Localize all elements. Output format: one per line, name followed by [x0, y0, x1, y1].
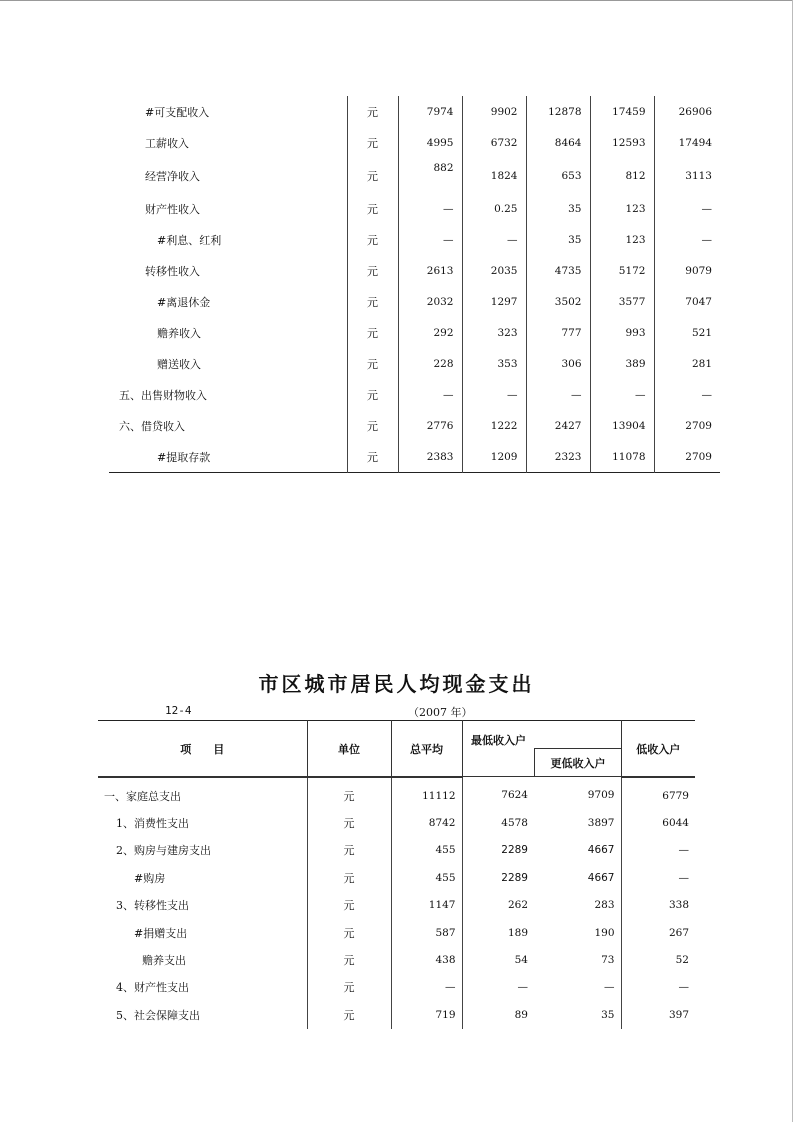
value-cell: 4735	[526, 255, 590, 286]
table-row	[98, 919, 695, 946]
value-cell: 2289	[501, 844, 528, 857]
value-cell: 283	[534, 892, 621, 919]
table-row	[109, 441, 720, 473]
value-cell: 3113	[685, 169, 712, 182]
value-cell: 587	[391, 919, 462, 946]
unit-cell: 元	[347, 158, 398, 193]
table-row	[98, 974, 695, 1001]
header-low-income: 低收入户	[621, 721, 695, 778]
value-cell: 11078	[590, 441, 654, 473]
table-row	[109, 317, 720, 348]
value-cell: —	[526, 379, 590, 410]
unit-cell: 元	[347, 286, 398, 317]
value-cell: 17459	[590, 96, 654, 127]
value-cell: 438	[391, 946, 462, 973]
value-cell: 993	[590, 317, 654, 348]
value-cell: —	[678, 871, 689, 884]
value-cell: 2289	[501, 871, 528, 884]
value-cell: 262	[507, 899, 528, 912]
unit-cell: 元	[307, 946, 391, 973]
value-cell: 73	[534, 946, 621, 973]
row-label: #离退休金	[109, 286, 347, 317]
value-cell: 0.25	[462, 193, 526, 224]
value-cell: 455	[391, 864, 462, 891]
row-label: #提取存款	[109, 441, 347, 473]
value-cell: 9079	[685, 264, 712, 277]
row-label: 赡养收入	[109, 317, 347, 348]
unit-cell: 元	[307, 778, 391, 810]
value-cell: 35	[526, 224, 590, 255]
unit-cell: 元	[307, 864, 391, 891]
table-row	[109, 193, 720, 224]
unit-cell: 元	[307, 919, 391, 946]
table-year: （2007 年）	[408, 706, 473, 719]
table-row	[98, 1001, 695, 1028]
value-cell: 4995	[398, 127, 462, 158]
value-cell: 13904	[590, 410, 654, 441]
unit-cell: 元	[347, 317, 398, 348]
value-cell: 190	[534, 919, 621, 946]
value-cell: 5172	[590, 255, 654, 286]
value-cell: 35	[526, 193, 590, 224]
value-cell: —	[398, 224, 462, 255]
header-lower-income	[534, 748, 621, 776]
value-cell: 2776	[398, 410, 462, 441]
value-cell: 89	[514, 1008, 528, 1021]
table-row	[109, 224, 720, 255]
value-cell: 123	[590, 193, 654, 224]
unit-cell: 元	[307, 837, 391, 864]
row-label: 赡养支出	[98, 946, 307, 973]
value-cell: 7974	[398, 96, 462, 127]
value-cell: 54	[514, 954, 528, 967]
table-row	[109, 410, 720, 441]
value-cell: 52	[675, 954, 689, 967]
value-cell: 9902	[462, 96, 526, 127]
value-cell: 353	[462, 348, 526, 379]
row-label: 2、购房与建房支出	[98, 837, 307, 864]
value-cell: —	[678, 981, 689, 994]
table-row	[109, 379, 720, 410]
value-cell: 11112	[391, 778, 462, 810]
table-row	[109, 127, 720, 158]
value-cell: 882	[398, 158, 462, 193]
unit-cell: 元	[307, 1001, 391, 1028]
table-row	[109, 348, 720, 379]
table-row	[109, 255, 720, 286]
value-cell: 323	[462, 317, 526, 348]
page-title: 市区城市居民人均现金支出	[258, 672, 535, 696]
unit-cell: 元	[347, 96, 398, 127]
row-label: #捐赠支出	[98, 919, 307, 946]
unit-cell: 元	[307, 809, 391, 836]
value-cell: —	[678, 844, 689, 857]
unit-cell: 元	[347, 410, 398, 441]
value-cell: —	[701, 388, 712, 401]
value-cell: 7624	[501, 789, 528, 802]
unit-cell: 元	[347, 193, 398, 224]
value-cell: —	[398, 379, 462, 410]
value-cell: 7047	[685, 295, 712, 308]
row-label: 六、借贷收入	[109, 410, 347, 441]
header-unit: 单位	[307, 721, 391, 778]
value-cell: 338	[668, 899, 689, 912]
table-row	[98, 837, 695, 864]
value-cell: 4667	[534, 837, 621, 864]
row-label: #可支配收入	[109, 96, 347, 127]
unit-cell: 元	[347, 348, 398, 379]
unit-cell: 元	[347, 255, 398, 286]
table-row	[98, 892, 695, 919]
row-label: 工薪收入	[109, 127, 347, 158]
unit-cell: 元	[347, 379, 398, 410]
row-label: 赠送收入	[109, 348, 347, 379]
value-cell: 123	[590, 224, 654, 255]
row-label: 五、出售财物收入	[109, 379, 347, 410]
value-cell: 12878	[526, 96, 590, 127]
value-cell: 267	[668, 926, 689, 939]
value-cell: 2613	[398, 255, 462, 286]
unit-cell: 元	[347, 441, 398, 473]
value-cell: 397	[668, 1008, 689, 1021]
value-cell: 2323	[526, 441, 590, 473]
table-row	[98, 946, 695, 973]
value-cell: 1209	[462, 441, 526, 473]
unit-cell: 元	[347, 127, 398, 158]
income-table-continued	[109, 96, 720, 473]
value-cell: —	[462, 379, 526, 410]
value-cell: 228	[398, 348, 462, 379]
unit-cell: 元	[307, 974, 391, 1001]
value-cell: 9709	[534, 778, 621, 810]
row-label: 财产性收入	[109, 193, 347, 224]
value-cell: 455	[391, 837, 462, 864]
header-item: 项 目	[98, 721, 307, 778]
row-label: 经营净收入	[109, 158, 347, 193]
row-label: #购房	[98, 864, 307, 891]
value-cell: 4578	[501, 817, 528, 830]
value-cell: 2035	[462, 255, 526, 286]
row-label: 一、家庭总支出	[98, 778, 307, 810]
table-number: 12-4	[165, 704, 192, 717]
value-cell: 6044	[662, 817, 689, 830]
table-row	[109, 286, 720, 317]
value-cell: —	[391, 974, 462, 1001]
value-cell: 3577	[590, 286, 654, 317]
value-cell: 2383	[398, 441, 462, 473]
value-cell: 281	[691, 357, 712, 370]
unit-cell: 元	[307, 892, 391, 919]
value-cell: 4667	[534, 864, 621, 891]
value-cell: —	[701, 202, 712, 215]
row-label: 5、社会保障支出	[98, 1001, 307, 1028]
value-cell: 1147	[391, 892, 462, 919]
value-cell: —	[517, 981, 528, 994]
value-cell: 292	[398, 317, 462, 348]
value-cell: 1297	[462, 286, 526, 317]
value-cell: 189	[507, 926, 528, 939]
value-cell: 2709	[685, 450, 712, 463]
value-cell: 719	[391, 1001, 462, 1028]
row-label: 3、转移性支出	[98, 892, 307, 919]
header-bottom-rule	[98, 776, 695, 777]
value-cell: 6779	[662, 789, 689, 802]
table-row	[98, 864, 695, 891]
value-cell: —	[398, 193, 462, 224]
value-cell: 3502	[526, 286, 590, 317]
table-row	[98, 809, 695, 836]
value-cell: 35	[534, 1001, 621, 1028]
value-cell: —	[534, 974, 621, 1001]
unit-cell: 元	[347, 224, 398, 255]
value-cell: 2032	[398, 286, 462, 317]
value-cell: 1222	[462, 410, 526, 441]
table-row	[109, 158, 720, 193]
row-label: #利息、红利	[109, 224, 347, 255]
row-label: 转移性收入	[109, 255, 347, 286]
value-cell: 8464	[526, 127, 590, 158]
value-cell: 8742	[391, 809, 462, 836]
value-cell: 521	[691, 326, 712, 339]
value-cell: 1824	[462, 158, 526, 193]
value-cell: 6732	[462, 127, 526, 158]
value-cell: 812	[590, 158, 654, 193]
value-cell: 26906	[678, 105, 712, 118]
value-cell: 3897	[534, 809, 621, 836]
value-cell: —	[462, 224, 526, 255]
value-cell: 12593	[590, 127, 654, 158]
table-row	[109, 96, 720, 127]
row-label: 4、财产性支出	[98, 974, 307, 1001]
header-total-avg: 总平均	[391, 721, 462, 778]
value-cell: —	[701, 233, 712, 246]
value-cell: —	[590, 379, 654, 410]
value-cell: 306	[526, 348, 590, 379]
value-cell: 389	[590, 348, 654, 379]
value-cell: 2427	[526, 410, 590, 441]
page-top-border	[0, 0, 793, 1]
header-lowest-income-label: 最低收入户	[471, 734, 526, 747]
value-cell: 2709	[685, 419, 712, 432]
value-cell: 777	[526, 317, 590, 348]
value-cell: 17494	[678, 136, 712, 149]
header-lower-income-label: 更低收入户	[550, 756, 606, 770]
row-label: 1、消费性支出	[98, 809, 307, 836]
table-row	[98, 778, 695, 810]
value-cell: 653	[526, 158, 590, 193]
